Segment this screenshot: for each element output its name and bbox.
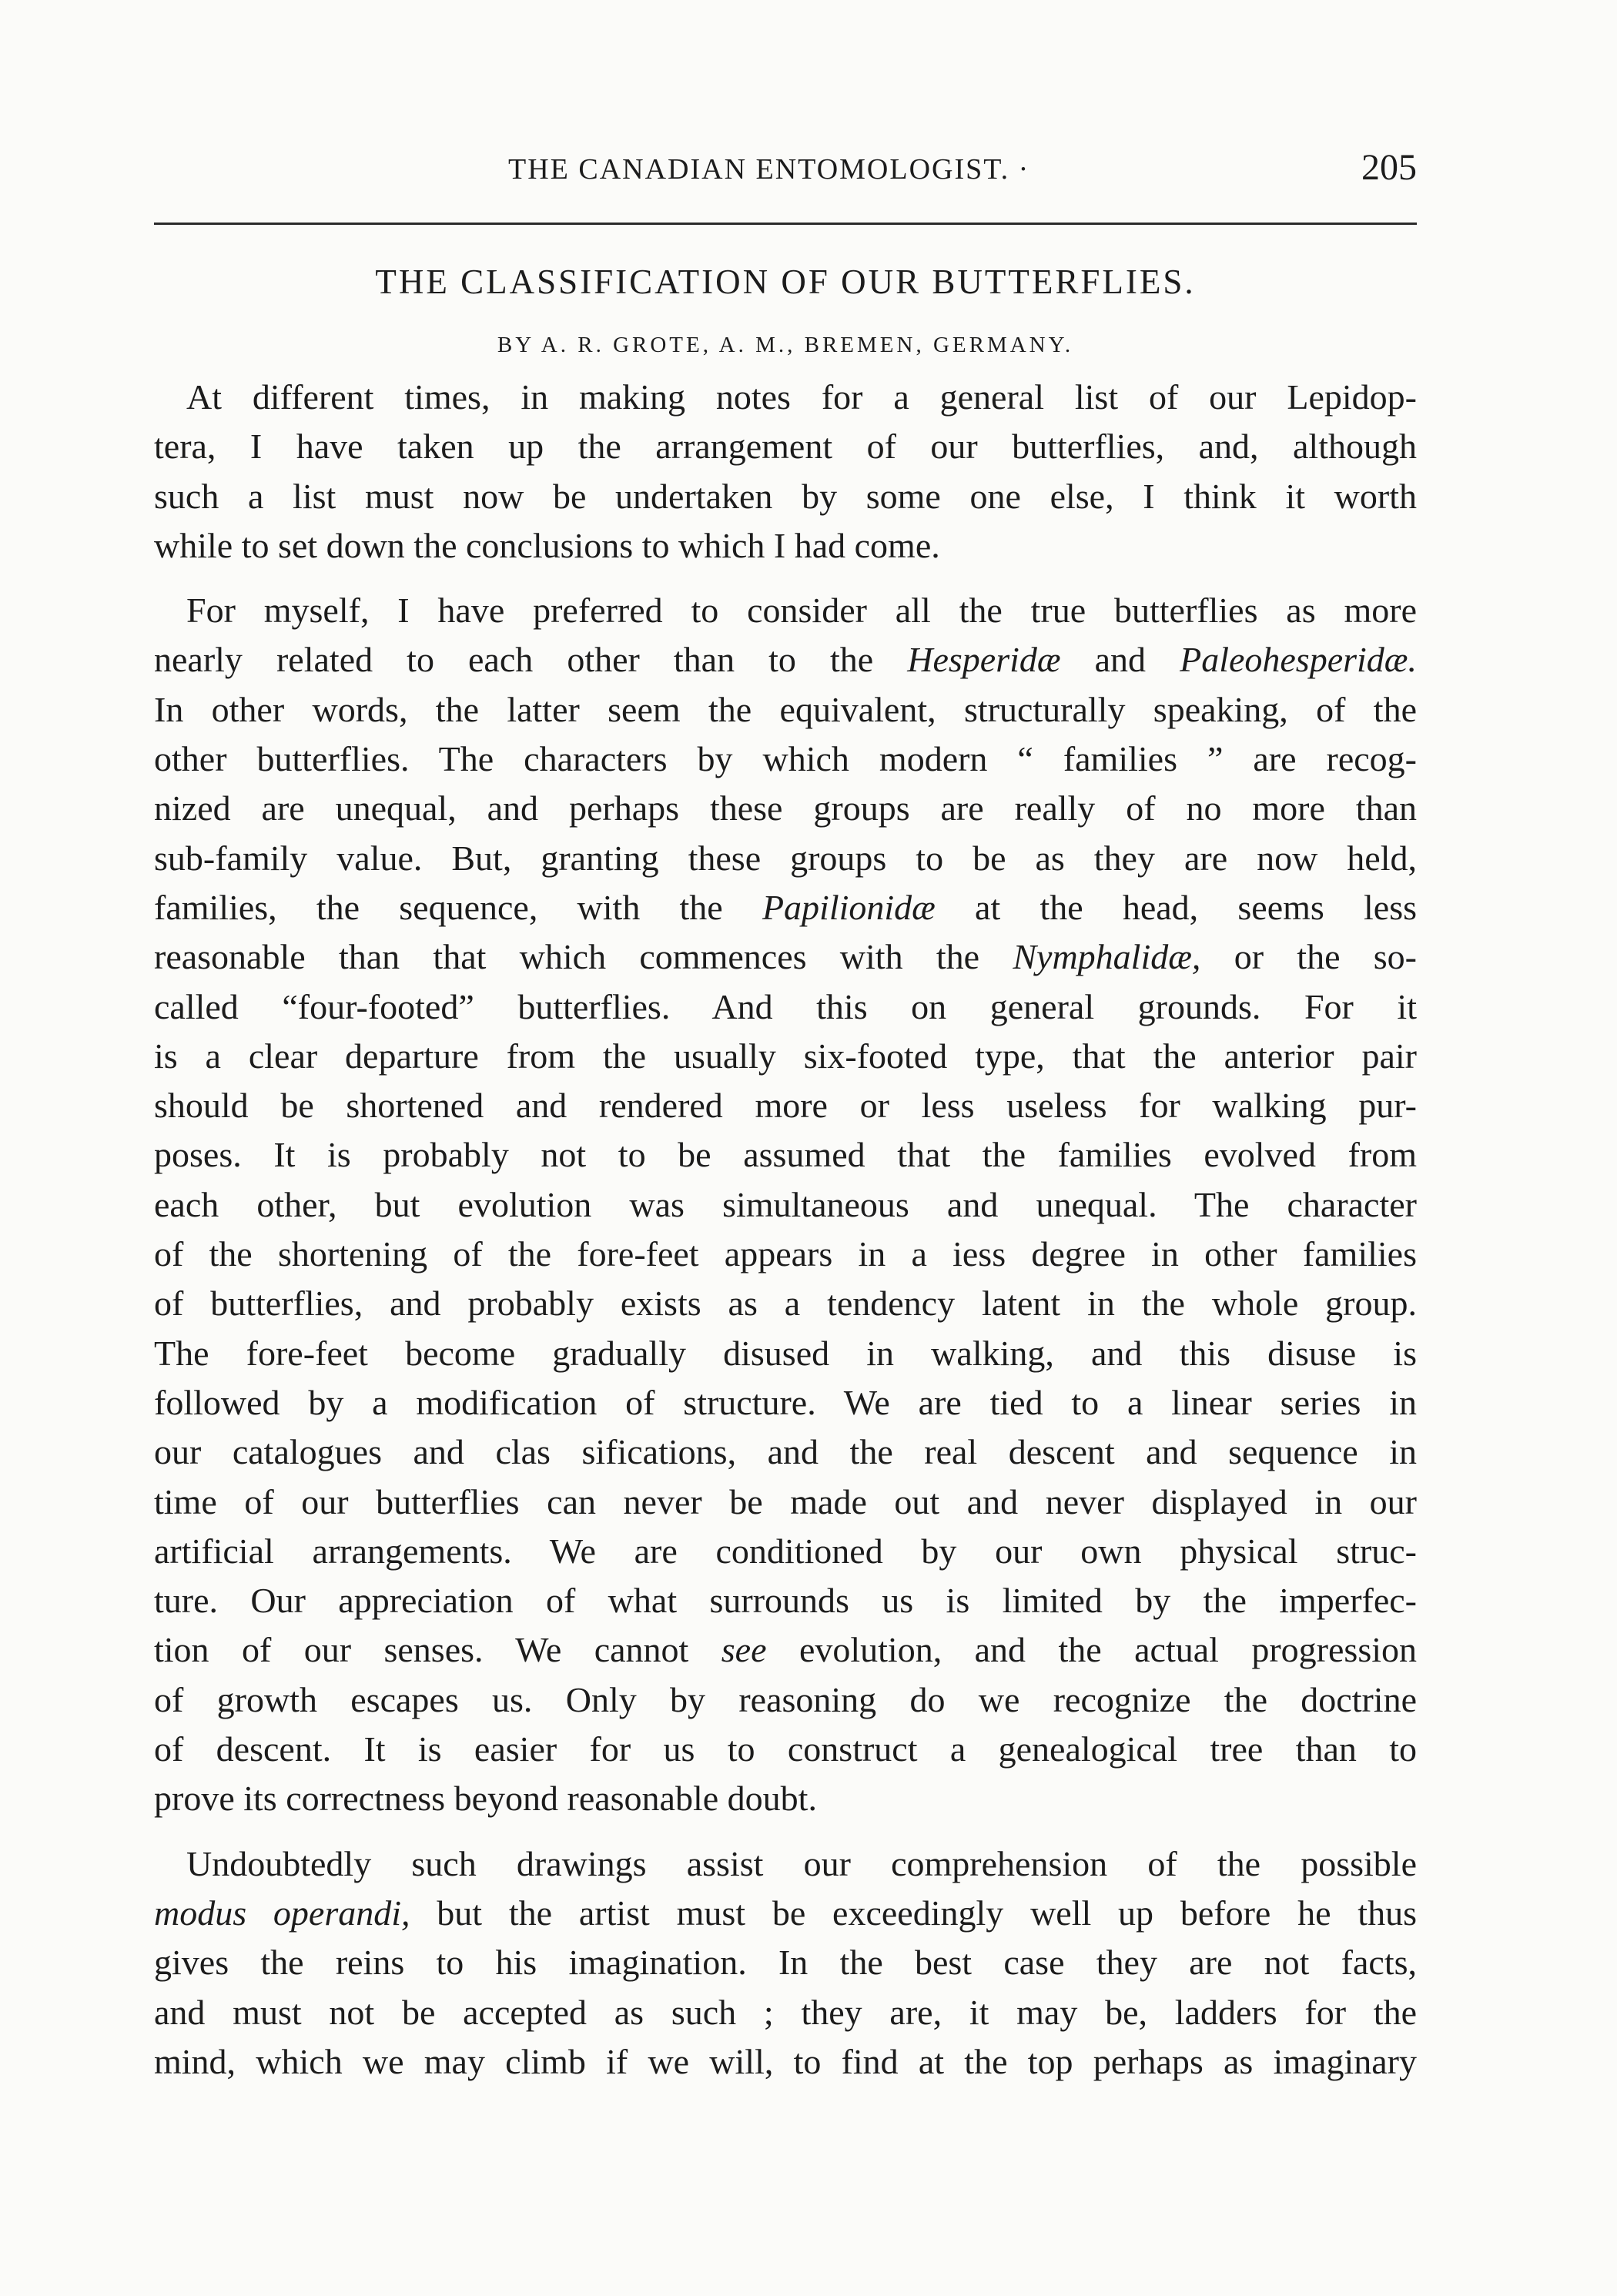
text-line	[154, 1478, 1417, 1527]
text-line	[154, 1230, 1417, 1279]
text-run: For myself, I have preferred to consider all the true butterflies as more	[186, 591, 1417, 631]
text-line	[154, 982, 1417, 1032]
text-run: or the so-	[1200, 937, 1417, 977]
text-line	[154, 1988, 1417, 2037]
text-line	[154, 2037, 1417, 2087]
text-run: at the head, seems less	[935, 887, 1417, 927]
text-run: nized are unequal, and perhaps these groups are really of no more than	[154, 788, 1417, 828]
text-run: In other words, the latter seem the equivalent, structurally speaking, of the	[154, 689, 1417, 729]
text-line	[154, 1675, 1417, 1725]
text-run: sub-family value. But, granting these groups to be as they are now held,	[154, 838, 1417, 878]
article-title: THE CLASSIFICATION OF OUR BUTTERFLIES.	[375, 263, 1196, 301]
text-run: other butterflies. The characters by which modern “ families ” are recog-	[154, 739, 1417, 779]
text-run: followed by a modification of structure. We are tied to a linear series in	[154, 1382, 1417, 1422]
text-run: of descent. It is easier for us to construct a genealogical tree than to	[154, 1729, 1417, 1769]
text-run: is a clear departure from the usually six-footed type, that the anterior pair	[154, 1036, 1417, 1076]
text-run: our catalogues and clas sifications, and the real descent and sequence in	[154, 1432, 1417, 1472]
italic-term: modus operandi,	[154, 1893, 410, 1933]
article-body	[154, 373, 1417, 2087]
text-line	[154, 1938, 1417, 1987]
italic-term: see	[721, 1630, 767, 1670]
text-run: Undoubtedly such drawings assist our comprehension of the possible	[186, 1843, 1417, 1883]
text-line	[154, 1081, 1417, 1130]
italic-term: Papilionidæ	[762, 887, 936, 927]
paragraph-gap	[154, 571, 1417, 586]
text-line	[154, 1625, 1417, 1675]
text-line	[154, 834, 1417, 883]
text-run: called “four-footed” butterflies. And this on general grounds. For it	[154, 986, 1417, 1026]
text-run: time of our butterflies can never be made out and never displayed in our	[154, 1481, 1417, 1521]
text-line	[154, 1774, 1417, 1823]
italic-term: Hesperidæ	[907, 640, 1061, 680]
text-run: of butterflies, and probably exists as a tendency latent in the whole group.	[154, 1284, 1417, 1324]
text-run: reasonable than that which commences with the	[154, 937, 1013, 977]
italic-term: Nymphalidæ,	[1013, 937, 1201, 977]
text-line	[154, 1427, 1417, 1477]
text-line	[154, 1180, 1417, 1230]
article-byline: BY A. R. GROTE, A. M., BREMEN, GERMANY.	[497, 333, 1074, 357]
text-line	[154, 735, 1417, 784]
text-run: each other, but evolution was simultaneous and unequal. The character	[154, 1184, 1417, 1224]
text-line	[154, 685, 1417, 735]
paragraph	[154, 373, 1417, 571]
text-line	[154, 1839, 1417, 1889]
text-line	[154, 1130, 1417, 1180]
text-run: tera, I have taken up the arrangement of our butterflies, and, although	[154, 427, 1417, 467]
text-line	[154, 586, 1417, 635]
text-line	[154, 883, 1417, 932]
text-line	[154, 1279, 1417, 1328]
text-line	[154, 784, 1417, 833]
text-run: of growth escapes us. Only by reasoning do we recognize the doctrine	[154, 1679, 1417, 1719]
header-rule	[154, 223, 1417, 225]
text-run: such a list must now be undertaken by some one else, I think it worth	[154, 476, 1417, 516]
text-run: of the shortening of the fore-feet appears in a iess degree in other families	[154, 1234, 1417, 1274]
text-run: gives the reins to his imagination. In the best case they are not facts,	[154, 1943, 1417, 1983]
journal-title: THE CANADIAN ENTOMOLOGIST. ·	[508, 153, 1030, 186]
text-run: while to set down the conclusions to which I had come.	[154, 525, 940, 565]
text-run: should be shortened and rendered more or less useless for walking pur-	[154, 1086, 1417, 1126]
text-line	[154, 932, 1417, 982]
text-run: nearly related to each other than to the	[154, 640, 908, 680]
text-line	[154, 1889, 1417, 1938]
text-run: mind, which we may climb if we will, to find at the top perhaps as imaginary	[154, 2041, 1417, 2081]
text-line	[154, 422, 1417, 471]
text-run: and	[1060, 640, 1180, 680]
paragraph-gap	[154, 1824, 1417, 1839]
paragraph	[154, 586, 1417, 1823]
text-line	[154, 1329, 1417, 1378]
page-number: 205	[1361, 147, 1417, 188]
text-line	[154, 1527, 1417, 1576]
text-line	[154, 1378, 1417, 1427]
text-run: tion of our senses. We cannot	[154, 1630, 721, 1670]
text-line	[154, 1032, 1417, 1081]
text-run: but the artist must be exceedingly well up before he thus	[410, 1893, 1417, 1933]
text-line	[154, 1576, 1417, 1625]
text-run: families, the sequence, with the	[154, 887, 762, 927]
text-run: ture. Our appreciation of what surrounds us is limited by the imperfec-	[154, 1581, 1417, 1621]
paragraph	[154, 1839, 1417, 2087]
italic-term: Paleohesperidæ.	[1180, 640, 1417, 680]
text-line	[154, 1725, 1417, 1774]
text-line	[154, 635, 1417, 684]
text-run: artificial arrangements. We are conditioned by our own physical struc-	[154, 1531, 1417, 1571]
text-run: evolution, and the actual progression	[766, 1630, 1417, 1670]
text-run: The fore-feet become gradually disused in walking, and this disuse is	[154, 1333, 1417, 1373]
text-run: At different times, in making notes for a general list of our Lepidop-	[186, 377, 1417, 417]
text-run: prove its correctness beyond reasonable doubt.	[154, 1779, 817, 1819]
text-run: poses. It is probably not to be assumed that the families evolved from	[154, 1135, 1417, 1175]
text-line	[154, 521, 1417, 571]
text-run: and must not be accepted as such ; they are, it may be, ladders for the	[154, 1992, 1417, 2032]
text-line	[154, 472, 1417, 521]
text-line	[154, 373, 1417, 422]
running-head	[154, 146, 1417, 192]
